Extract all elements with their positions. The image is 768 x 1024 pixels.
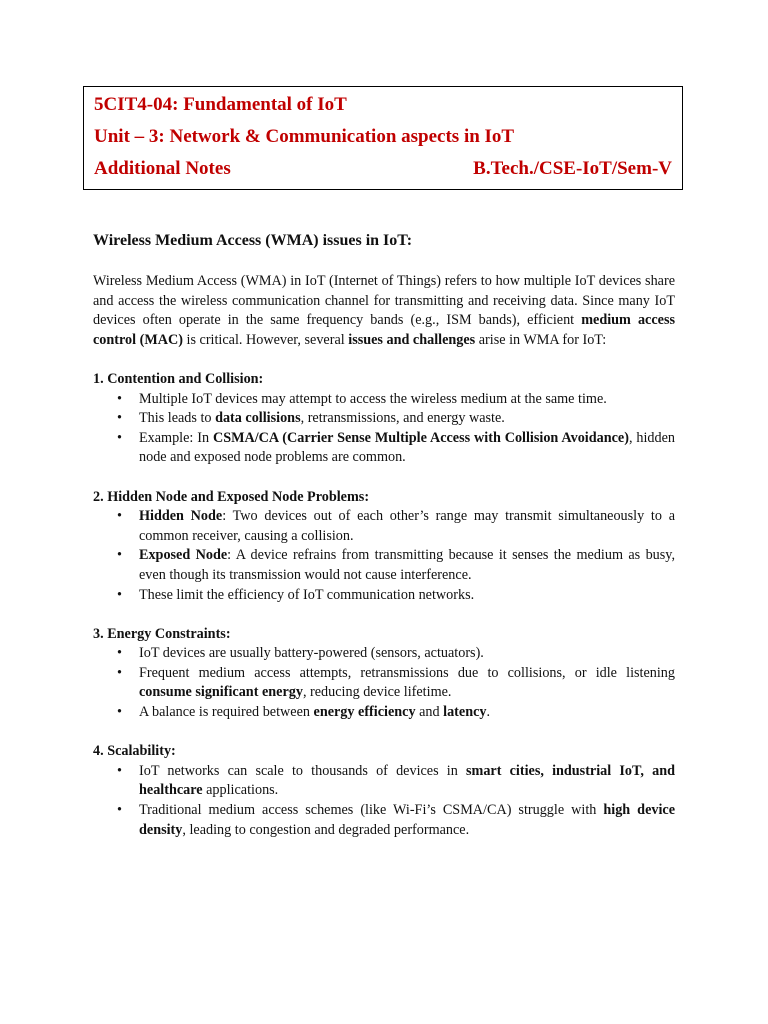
bullet-icon: •: [117, 410, 122, 427]
section-title: 2. Hidden Node and Exposed Node Problems:: [93, 488, 370, 505]
bullet-icon: •: [117, 547, 122, 564]
program-label: B.Tech./CSE-IoT/Sem-V: [473, 158, 672, 179]
bullet-icon: •: [117, 390, 122, 407]
bullet-icon: •: [117, 664, 122, 681]
intro-bold-2: issues and challenges: [348, 331, 476, 348]
bullet-icon: •: [117, 508, 122, 525]
intro-paragraph: [93, 272, 675, 350]
list-item: [93, 664, 675, 703]
intro-bold-1: medium access control (MAC): [93, 312, 675, 348]
item-text: .: [486, 704, 491, 721]
list-item: [93, 586, 675, 606]
section-scalability: [93, 742, 675, 840]
item-text: Traditional medium access schemes (like Wi-Fi’s CSMA/CA) struggle with: [139, 802, 604, 819]
item-text: and: [415, 704, 444, 721]
item-text: Multiple IoT devices may attempt to access the wireless medium at the same time.: [139, 390, 607, 407]
bullet-icon: •: [117, 645, 122, 662]
item-text: applications.: [202, 782, 279, 799]
list-item: [93, 390, 675, 410]
item-bold: smart cities, industrial IoT, and healthcare: [139, 762, 675, 799]
bullet-list: [93, 762, 675, 840]
unit-title: Unit – 3: Network & Communication aspects in IoT: [94, 126, 515, 147]
list-item: [93, 644, 675, 664]
item-bold: Exposed Node: [139, 547, 228, 564]
intro-text-1: Wireless Medium Access (WMA) in IoT (Internet of Things) refers to how multiple IoT devices share and access the wireless communication channel for transmitting and receiving data. Since many IoT devices often operate in the same frequency bands (e.g., ISM bands), efficient: [93, 273, 675, 329]
item-text: , hidden node and exposed node problems are common.: [139, 429, 675, 466]
bullet-list: [93, 507, 675, 605]
notes-label: Additional Notes: [94, 158, 231, 179]
section-heading: Wireless Medium Access (WMA) issues in IoT:: [93, 232, 413, 249]
item-bold: energy efficiency: [313, 704, 416, 721]
item-bold: high device density: [139, 802, 675, 838]
list-item: [93, 429, 675, 468]
item-text: IoT networks can scale to thousands of devices in: [139, 762, 466, 779]
section-title: 1. Contention and Collision:: [93, 370, 264, 387]
item-text: These limit the efficiency of IoT communication networks.: [139, 586, 475, 603]
list-item: [93, 546, 675, 585]
document-body: [93, 272, 675, 860]
list-item: [93, 762, 675, 801]
bullet-icon: •: [117, 802, 122, 819]
item-bold: data collisions: [215, 410, 301, 427]
item-text: : A device refrains from transmitting because it senses the medium as busy, even though its transmission would not cause interference.: [139, 547, 675, 583]
item-bold: Hidden Node: [139, 508, 223, 525]
item-text: , reducing device lifetime.: [302, 684, 452, 701]
course-header-box: [83, 86, 683, 190]
section-hidden-exposed-node: [93, 488, 675, 606]
item-text: This leads to: [139, 410, 216, 427]
bullet-icon: •: [117, 429, 122, 446]
bullet-icon: •: [117, 586, 122, 603]
item-text: Example: In: [139, 429, 213, 446]
section-title: 3. Energy Constraints:: [93, 625, 231, 642]
course-code-title: 5CIT4-04: Fundamental of IoT: [94, 94, 347, 115]
item-text: , retransmissions, and energy waste.: [300, 410, 505, 427]
section-title: 4. Scalability:: [93, 743, 176, 760]
item-text: A balance is required between: [139, 704, 314, 721]
list-item: [93, 703, 675, 723]
item-text: IoT devices are usually battery-powered (sensors, actuators).: [139, 645, 484, 662]
list-item: [93, 507, 675, 546]
list-item: [93, 409, 675, 429]
item-bold: CSMA/CA (Carrier Sense Multiple Access with Collision Avoidance): [212, 429, 629, 446]
section-energy: [93, 625, 675, 723]
bullet-list: [93, 644, 675, 722]
item-text: Frequent medium access attempts, retransmissions due to collisions, or idle listening: [139, 664, 675, 681]
bullet-icon: •: [117, 704, 122, 721]
intro-text-2: is critical. However, several: [182, 331, 349, 348]
section-contention: [93, 370, 675, 468]
item-text: : Two devices out of each other’s range may transmit simultaneously to a common receiver, causing a collision.: [139, 508, 676, 544]
bullet-icon: •: [117, 762, 122, 779]
item-text: , leading to congestion and degraded performance.: [182, 821, 470, 838]
list-item: [93, 801, 675, 840]
item-bold: consume significant energy: [139, 684, 303, 701]
bullet-list: [93, 390, 675, 468]
item-bold: latency: [443, 704, 487, 721]
intro-text-3: arise in WMA for IoT:: [475, 331, 607, 348]
